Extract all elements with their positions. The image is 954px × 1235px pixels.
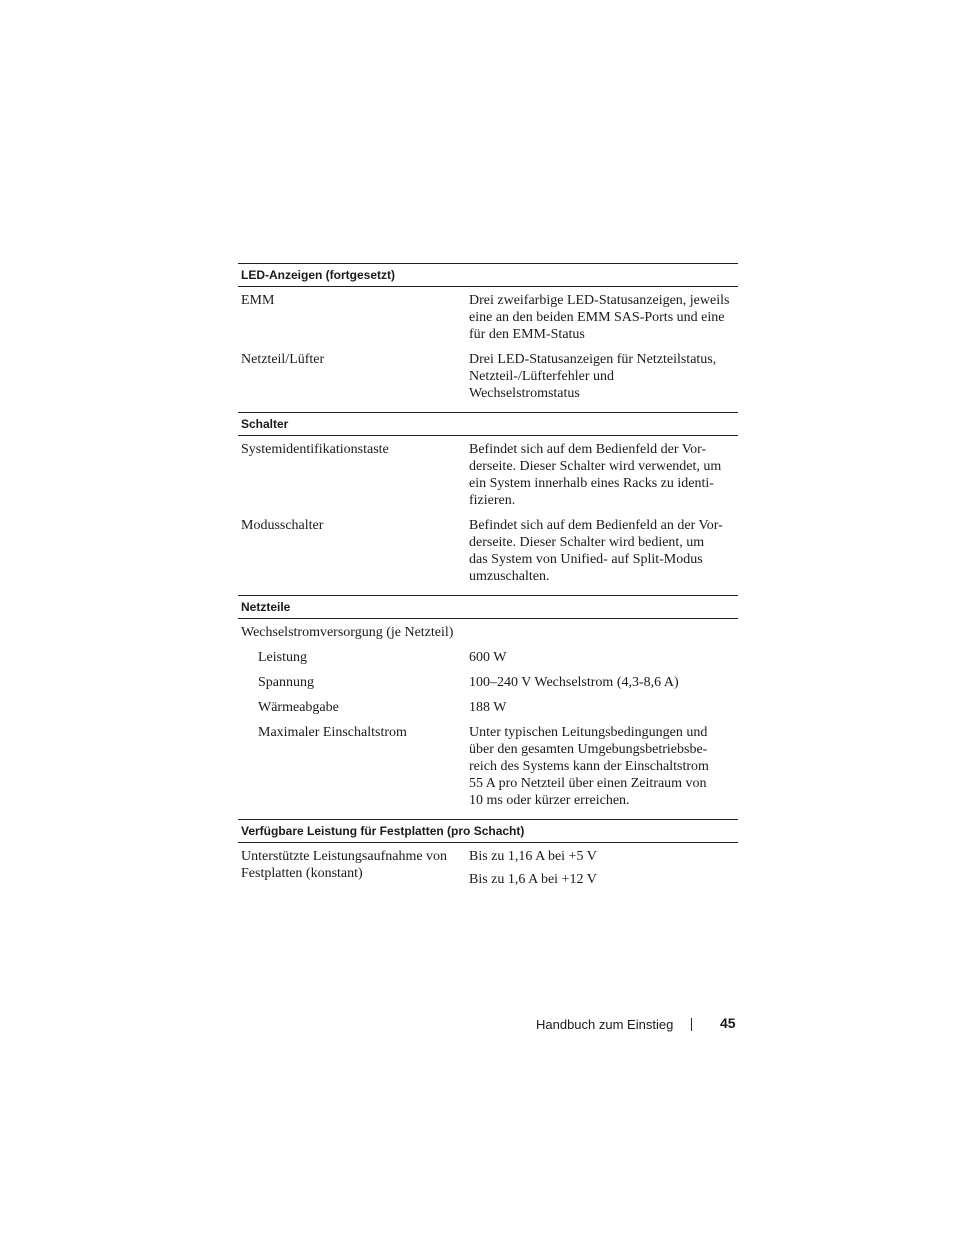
value-line: für den EMM-Status [469,327,585,342]
value-line: Bis zu 1,16 A bei +5 V [469,849,597,864]
section-heading-leistung: Verfügbare Leistung für Festplatten (pro Schacht) [238,819,738,843]
section-netzteile [238,619,738,819]
value-line: Drei LED-Statusanzeigen für Netzteilstatus, [469,352,717,367]
value-line: eine an den beiden EMM SAS-Ports und eine [469,310,725,325]
section-led [238,287,738,412]
value-line: fizieren. [469,493,516,508]
value-line: Netzteil-/Lüfterfehler und [469,369,614,384]
value-line: Bis zu 1,6 A bei +12 V [469,872,597,887]
table-row [238,517,738,585]
row-label: Netzteil/Lüfter [241,352,325,367]
row-value [466,351,738,402]
table-row [238,351,738,402]
table-row [238,292,738,343]
table-row [238,699,738,716]
value-line: Befindet sich auf dem Bedienfeld der Vor- [469,442,707,457]
value-line: 10 ms oder kürzer erreichen. [469,793,630,808]
row-label: Maximaler Einschaltstrom [258,725,407,740]
label-line: Unterstützte Leistungsaufnahme von [241,849,448,864]
row-value [466,441,738,509]
label-line: Festplatten (konstant) [241,866,363,881]
value-line: ein System innerhalb eines Racks zu identi- [469,476,714,491]
section-heading-led: LED-Anzeigen (fortgesetzt) [238,263,738,287]
table-row [238,724,738,809]
value-line: Befindet sich auf dem Bedienfeld an der Vor- [469,518,723,533]
value-line: derseite. Dieser Schalter wird verwendet, um [469,459,722,474]
value-line: 188 W [469,700,507,715]
row-value [466,517,738,585]
row-label [238,848,466,888]
section-heading-netzteile: Netzteile [238,595,738,619]
footer-title: Handbuch zum Einstieg [536,1017,674,1032]
value-line: das System von Unified- auf Split-Modus [469,552,703,567]
row-value [466,848,738,888]
section-schalter [238,436,738,595]
value-line: Drei zweifarbige LED-Statusanzeigen, jeweils [469,293,730,308]
section-leistung [238,843,738,888]
value-line: derseite. Dieser Schalter wird bedient, um [469,535,705,550]
row-value [466,699,738,716]
row-label: EMM [241,293,275,308]
row-value [466,292,738,343]
value-line: 100–240 V Wechselstrom (4,3-8,6 A) [469,675,679,690]
section-heading-schalter: Schalter [238,412,738,436]
value-line: Unter typischen Leitungsbedingungen und [469,725,708,740]
row-value [466,724,738,809]
table-row [238,674,738,691]
value-line: 600 W [469,650,507,665]
row-label: Spannung [258,675,314,690]
footer-separator [691,1018,692,1031]
spec-table [238,263,738,888]
value-line: 55 A pro Netzteil über einen Zeitraum von [469,776,707,791]
row-label: Leistung [258,650,307,665]
value-line: umzuschalten. [469,569,550,584]
row-value [466,674,738,691]
page-footer [536,1014,736,1034]
value-line: über den gesamten Umgebungsbetriebsbe- [469,742,708,757]
value-line: reich des Systems kann der Einschaltstrom [469,759,709,774]
row-label: Modusschalter [241,518,324,533]
table-row [238,848,738,888]
table-row [238,441,738,509]
row-value [466,649,738,666]
group-label: Wechselstromversorgung (je Netzteil) [241,625,454,640]
value-line: Wechselstromstatus [469,386,580,401]
table-row [238,649,738,666]
row-label: Systemidentifikationstaste [241,442,389,457]
row-label: Wärmeabgabe [258,700,339,715]
page-number: 45 [720,1015,736,1031]
table-row [238,624,738,641]
